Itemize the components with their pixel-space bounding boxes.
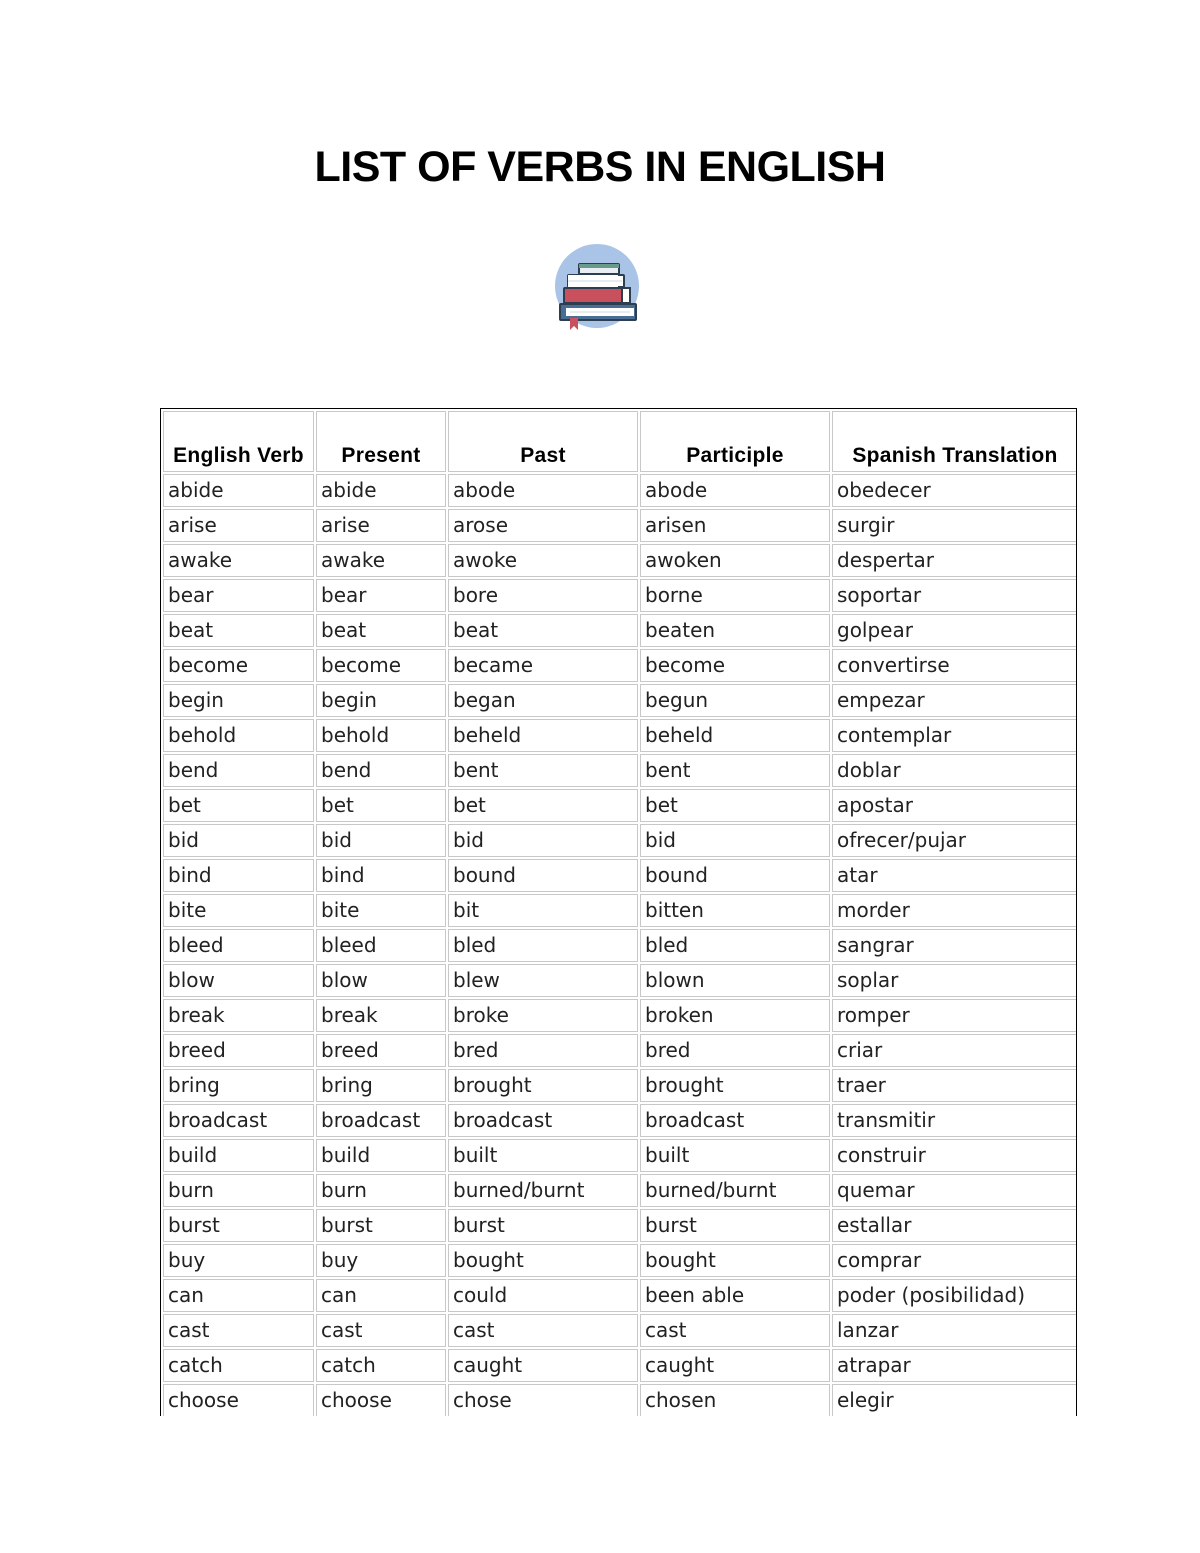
- table-row: [163, 1034, 1077, 1067]
- cell-english-verb: bet: [163, 789, 314, 822]
- cell-past: beheld: [448, 719, 638, 752]
- cell-present: bear: [316, 579, 446, 612]
- cell-past: cast: [448, 1314, 638, 1347]
- cell-spanish-translation: golpear: [832, 614, 1077, 647]
- table-row: [163, 1314, 1077, 1347]
- cell-past: blew: [448, 964, 638, 997]
- table-row: [163, 964, 1077, 997]
- cell-english-verb: bleed: [163, 929, 314, 962]
- cell-past: bore: [448, 579, 638, 612]
- cell-english-verb: begin: [163, 684, 314, 717]
- cell-spanish-translation: apostar: [832, 789, 1077, 822]
- column-header-spanish-translation: Spanish Translation: [832, 411, 1077, 472]
- cell-past: broke: [448, 999, 638, 1032]
- cell-participle: burned/burnt: [640, 1174, 830, 1207]
- cell-present: bleed: [316, 929, 446, 962]
- cell-english-verb: build: [163, 1139, 314, 1172]
- cell-present: broadcast: [316, 1104, 446, 1137]
- cell-participle: awoken: [640, 544, 830, 577]
- cell-participle: begun: [640, 684, 830, 717]
- cell-english-verb: catch: [163, 1349, 314, 1382]
- column-header-participle: Participle: [640, 411, 830, 472]
- table-row: [163, 929, 1077, 962]
- cell-spanish-translation: criar: [832, 1034, 1077, 1067]
- cell-participle: become: [640, 649, 830, 682]
- cell-present: bid: [316, 824, 446, 857]
- cell-present: bite: [316, 894, 446, 927]
- cell-english-verb: broadcast: [163, 1104, 314, 1137]
- cell-past: brought: [448, 1069, 638, 1102]
- column-header-past: Past: [448, 411, 638, 472]
- cell-spanish-translation: traer: [832, 1069, 1077, 1102]
- table-row: [163, 649, 1077, 682]
- cell-english-verb: burst: [163, 1209, 314, 1242]
- cell-spanish-translation: obedecer: [832, 474, 1077, 507]
- cell-past: bit: [448, 894, 638, 927]
- cell-spanish-translation: elegir: [832, 1384, 1077, 1416]
- cell-participle: caught: [640, 1349, 830, 1382]
- cell-english-verb: behold: [163, 719, 314, 752]
- cell-participle: bent: [640, 754, 830, 787]
- table-header-row: [163, 411, 1077, 472]
- cell-participle: bought: [640, 1244, 830, 1277]
- cell-spanish-translation: soplar: [832, 964, 1077, 997]
- cell-english-verb: awake: [163, 544, 314, 577]
- table-row: [163, 1139, 1077, 1172]
- cell-past: bled: [448, 929, 638, 962]
- cell-present: behold: [316, 719, 446, 752]
- table-row: [163, 719, 1077, 752]
- cell-present: abide: [316, 474, 446, 507]
- cell-past: beat: [448, 614, 638, 647]
- cell-english-verb: bear: [163, 579, 314, 612]
- cell-past: broadcast: [448, 1104, 638, 1137]
- cell-spanish-translation: ofrecer/pujar: [832, 824, 1077, 857]
- cell-english-verb: arise: [163, 509, 314, 542]
- cell-english-verb: buy: [163, 1244, 314, 1277]
- cell-participle: arisen: [640, 509, 830, 542]
- cell-english-verb: bite: [163, 894, 314, 927]
- cell-participle: chosen: [640, 1384, 830, 1416]
- cell-present: breed: [316, 1034, 446, 1067]
- cell-english-verb: abide: [163, 474, 314, 507]
- cell-present: become: [316, 649, 446, 682]
- cell-english-verb: bid: [163, 824, 314, 857]
- cell-past: awoke: [448, 544, 638, 577]
- cell-past: built: [448, 1139, 638, 1172]
- cell-past: chose: [448, 1384, 638, 1416]
- cell-participle: been able: [640, 1279, 830, 1312]
- cell-spanish-translation: contemplar: [832, 719, 1077, 752]
- cell-spanish-translation: surgir: [832, 509, 1077, 542]
- cell-present: bend: [316, 754, 446, 787]
- column-header-english-verb: English Verb: [163, 411, 314, 472]
- cell-past: caught: [448, 1349, 638, 1382]
- cell-english-verb: burn: [163, 1174, 314, 1207]
- page-title: LIST OF VERBS IN ENGLISH: [314, 143, 886, 191]
- cell-present: build: [316, 1139, 446, 1172]
- table-row: [163, 1349, 1077, 1382]
- cell-present: catch: [316, 1349, 446, 1382]
- cell-english-verb: bring: [163, 1069, 314, 1102]
- cell-past: bet: [448, 789, 638, 822]
- table-row: [163, 789, 1077, 822]
- cell-past: bound: [448, 859, 638, 892]
- cell-spanish-translation: quemar: [832, 1174, 1077, 1207]
- cell-past: bid: [448, 824, 638, 857]
- cell-spanish-translation: atar: [832, 859, 1077, 892]
- table-row: [163, 1384, 1077, 1416]
- cell-present: buy: [316, 1244, 446, 1277]
- cell-past: burst: [448, 1209, 638, 1242]
- cell-english-verb: choose: [163, 1384, 314, 1416]
- cell-participle: cast: [640, 1314, 830, 1347]
- cell-present: can: [316, 1279, 446, 1312]
- cell-participle: bound: [640, 859, 830, 892]
- column-header-present: Present: [316, 411, 446, 472]
- cell-present: awake: [316, 544, 446, 577]
- cell-past: arose: [448, 509, 638, 542]
- cell-english-verb: bend: [163, 754, 314, 787]
- cell-present: begin: [316, 684, 446, 717]
- cell-spanish-translation: construir: [832, 1139, 1077, 1172]
- verbs-table: [160, 408, 1077, 1416]
- cell-spanish-translation: romper: [832, 999, 1077, 1032]
- table-row: [163, 1209, 1077, 1242]
- cell-participle: bid: [640, 824, 830, 857]
- table-row: [163, 474, 1077, 507]
- cell-present: burn: [316, 1174, 446, 1207]
- cell-english-verb: beat: [163, 614, 314, 647]
- cell-participle: burst: [640, 1209, 830, 1242]
- cell-present: choose: [316, 1384, 446, 1416]
- cell-present: beat: [316, 614, 446, 647]
- cell-spanish-translation: sangrar: [832, 929, 1077, 962]
- cell-spanish-translation: despertar: [832, 544, 1077, 577]
- cell-spanish-translation: morder: [832, 894, 1077, 927]
- cell-spanish-translation: lanzar: [832, 1314, 1077, 1347]
- cell-past: bred: [448, 1034, 638, 1067]
- cell-participle: bled: [640, 929, 830, 962]
- table-row: [163, 894, 1077, 927]
- cell-english-verb: cast: [163, 1314, 314, 1347]
- cell-participle: blown: [640, 964, 830, 997]
- cell-present: bring: [316, 1069, 446, 1102]
- cell-participle: bet: [640, 789, 830, 822]
- cell-participle: abode: [640, 474, 830, 507]
- cell-spanish-translation: atrapar: [832, 1349, 1077, 1382]
- cell-english-verb: become: [163, 649, 314, 682]
- table-row: [163, 684, 1077, 717]
- cell-present: blow: [316, 964, 446, 997]
- cell-english-verb: can: [163, 1279, 314, 1312]
- table-row: [163, 544, 1077, 577]
- cell-spanish-translation: doblar: [832, 754, 1077, 787]
- cell-past: became: [448, 649, 638, 682]
- table-row: [163, 754, 1077, 787]
- table-row: [163, 1244, 1077, 1277]
- table-row: [163, 859, 1077, 892]
- cell-past: burned/burnt: [448, 1174, 638, 1207]
- cell-present: break: [316, 999, 446, 1032]
- cell-past: began: [448, 684, 638, 717]
- book-stack-icon: [530, 224, 664, 350]
- cell-participle: borne: [640, 579, 830, 612]
- cell-spanish-translation: comprar: [832, 1244, 1077, 1277]
- cell-english-verb: blow: [163, 964, 314, 997]
- cell-spanish-translation: transmitir: [832, 1104, 1077, 1137]
- cell-past: bought: [448, 1244, 638, 1277]
- table-row: [163, 824, 1077, 857]
- cell-participle: beheld: [640, 719, 830, 752]
- cell-participle: broadcast: [640, 1104, 830, 1137]
- cell-spanish-translation: empezar: [832, 684, 1077, 717]
- table-row: [163, 1174, 1077, 1207]
- cell-spanish-translation: convertirse: [832, 649, 1077, 682]
- cell-present: arise: [316, 509, 446, 542]
- table-row: [163, 999, 1077, 1032]
- cell-spanish-translation: soportar: [832, 579, 1077, 612]
- cell-participle: bred: [640, 1034, 830, 1067]
- cell-participle: beaten: [640, 614, 830, 647]
- cell-spanish-translation: estallar: [832, 1209, 1077, 1242]
- table-row: [163, 509, 1077, 542]
- cell-present: cast: [316, 1314, 446, 1347]
- table-row: [163, 1279, 1077, 1312]
- table-row: [163, 1069, 1077, 1102]
- cell-present: burst: [316, 1209, 446, 1242]
- cell-spanish-translation: poder (posibilidad): [832, 1279, 1077, 1312]
- table-row: [163, 579, 1077, 612]
- cell-past: could: [448, 1279, 638, 1312]
- cell-present: bet: [316, 789, 446, 822]
- table-row: [163, 614, 1077, 647]
- cell-past: abode: [448, 474, 638, 507]
- cell-participle: built: [640, 1139, 830, 1172]
- cell-english-verb: break: [163, 999, 314, 1032]
- cell-participle: broken: [640, 999, 830, 1032]
- cell-participle: bitten: [640, 894, 830, 927]
- table-row: [163, 1104, 1077, 1137]
- cell-participle: brought: [640, 1069, 830, 1102]
- cell-past: bent: [448, 754, 638, 787]
- cell-english-verb: bind: [163, 859, 314, 892]
- cell-english-verb: breed: [163, 1034, 314, 1067]
- cell-present: bind: [316, 859, 446, 892]
